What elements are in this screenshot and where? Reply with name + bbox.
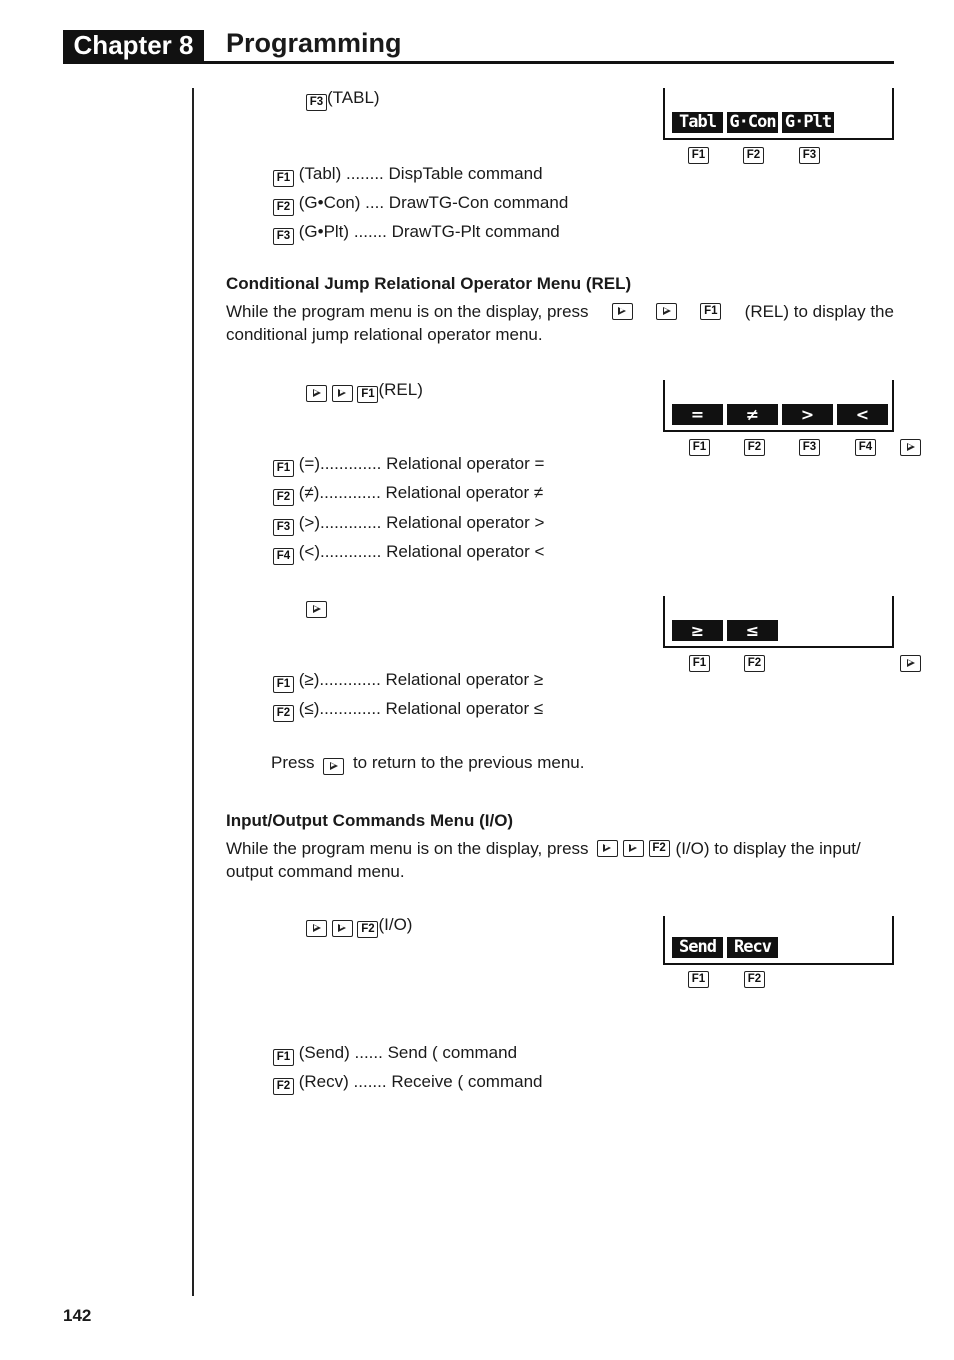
screen-menu-less: < xyxy=(837,404,888,425)
io-para-post: (I/O) to display the input/ xyxy=(675,839,861,858)
rel-paragraph-line1 xyxy=(226,300,894,323)
rel-instruction-2 xyxy=(306,596,327,618)
key-f2-icon: F2 xyxy=(357,921,378,938)
right-arrow-key-icon xyxy=(332,920,353,937)
page-title: Programming xyxy=(226,28,402,58)
item-label: (Tabl) xyxy=(298,164,342,183)
item-desc: Receive ( command xyxy=(391,1072,543,1091)
rel-heading: Conditional Jump Relational Operator Menu (REL) xyxy=(226,274,632,293)
list-item xyxy=(273,222,560,245)
item-label: (>) xyxy=(298,513,320,532)
io-heading: Input/Output Commands Menu (I/O) xyxy=(226,811,514,830)
rel-para-post: (REL) to display the xyxy=(744,302,894,321)
screen-key-f1-icon: F1 xyxy=(688,147,709,164)
item-dots: ........ xyxy=(345,164,384,183)
rel-instruction xyxy=(306,380,423,403)
list-item xyxy=(273,164,543,187)
right-arrow-key-icon xyxy=(306,601,327,618)
right-arrow-key-icon xyxy=(656,303,677,320)
screen-menu-gcon: G·Con xyxy=(727,112,778,133)
rel-menu-screen-2 xyxy=(663,596,894,648)
screen-key-f1-icon: F1 xyxy=(689,439,710,456)
list-item xyxy=(273,542,544,565)
item-dots: ...... xyxy=(354,1043,383,1062)
item-desc: Relational operator ≥ xyxy=(385,670,544,689)
return-note xyxy=(271,753,584,775)
margin-rule xyxy=(192,88,194,1296)
key-icon: F2 xyxy=(273,489,294,506)
key-icon: F1 xyxy=(273,170,294,187)
screen-right-arrow-key-icon xyxy=(900,439,921,456)
item-desc: Relational operator < xyxy=(386,542,545,561)
list-item xyxy=(273,699,543,722)
screen-key-f2-icon: F2 xyxy=(744,655,765,672)
screen-key-f4-icon: F4 xyxy=(855,439,876,456)
item-dots: ............. xyxy=(319,699,381,718)
screen-menu-equal: = xyxy=(672,404,723,425)
return-pre: Press xyxy=(271,753,315,772)
screen-key-f3-icon: F3 xyxy=(799,439,820,456)
item-label: (Recv) xyxy=(298,1072,349,1091)
screen-menu-greater: > xyxy=(782,404,833,425)
header-rule xyxy=(63,61,894,64)
key-icon: F4 xyxy=(273,548,294,565)
key-f1-icon: F1 xyxy=(700,303,721,320)
screen-menu-less-equal: ≤ xyxy=(727,620,778,641)
io-menu-screen xyxy=(663,916,894,965)
item-dots: ............. xyxy=(319,483,381,502)
item-label: (≤) xyxy=(298,699,320,718)
rel-instruction-text: (REL) xyxy=(378,380,423,399)
list-item xyxy=(273,483,543,506)
return-post: to return to the previous menu. xyxy=(352,753,585,772)
item-label: (G•Plt) xyxy=(298,222,350,241)
key-icon: F2 xyxy=(273,705,294,722)
item-dots: .... xyxy=(365,193,385,212)
item-dots: ............. xyxy=(319,513,382,532)
item-label: (Send) xyxy=(298,1043,350,1062)
item-desc: Send ( command xyxy=(387,1043,518,1062)
screen-menu-gplt: G·Plt xyxy=(782,112,834,133)
right-arrow-key-icon xyxy=(306,920,327,937)
key-f3-icon: F3 xyxy=(306,94,327,111)
key-icon: F2 xyxy=(273,1078,294,1095)
item-label: (≥) xyxy=(298,670,320,689)
io-paragraph-line2: output command menu. xyxy=(226,862,405,881)
item-desc: Relational operator ≤ xyxy=(385,699,544,718)
list-item xyxy=(273,513,544,536)
key-f2-icon: F2 xyxy=(649,840,670,857)
key-icon: F3 xyxy=(273,519,294,536)
tabl-instruction xyxy=(306,88,380,111)
io-instruction xyxy=(306,915,412,938)
item-dots: ............. xyxy=(319,670,381,689)
screen-menu-tabl: Tabl xyxy=(672,112,723,133)
right-arrow-key-icon xyxy=(323,758,344,775)
list-item xyxy=(273,454,544,477)
screen-key-f2-icon: F2 xyxy=(744,439,765,456)
item-desc: DispTable command xyxy=(388,164,543,183)
item-dots: ............. xyxy=(319,454,382,473)
key-icon: F1 xyxy=(273,1049,294,1066)
item-desc: DrawTG-Con command xyxy=(388,193,569,212)
list-item xyxy=(273,193,568,216)
right-arrow-key-icon xyxy=(612,303,633,320)
tabl-instruction-text: (TABL) xyxy=(327,88,380,107)
screen-key-f3-icon: F3 xyxy=(799,147,820,164)
screen-key-f2-icon: F2 xyxy=(744,971,765,988)
rel-para-pre: While the program menu is on the display, press xyxy=(226,302,589,321)
screen-menu-recv: Recv xyxy=(727,937,778,958)
item-dots: ....... xyxy=(353,1072,387,1091)
screen-key-f2-icon: F2 xyxy=(743,147,764,164)
screen-menu-greater-equal: ≥ xyxy=(672,620,723,641)
list-item xyxy=(273,1043,517,1066)
list-item xyxy=(273,1072,543,1095)
io-paragraph-line1 xyxy=(226,837,894,860)
right-arrow-key-icon xyxy=(306,385,327,402)
chapter-label: Chapter 8 xyxy=(63,30,204,61)
tabl-menu-screen xyxy=(663,88,894,140)
key-icon: F3 xyxy=(273,228,294,245)
list-item xyxy=(273,670,543,693)
io-para-pre: While the program menu is on the display, press xyxy=(226,839,589,858)
io-instruction-text: (I/O) xyxy=(378,915,413,934)
item-dots: ....... xyxy=(353,222,387,241)
item-desc: Relational operator ≠ xyxy=(385,483,544,502)
item-label: (=) xyxy=(298,454,320,473)
key-icon: F1 xyxy=(273,460,294,477)
screen-menu-send: Send xyxy=(672,937,723,958)
screen-right-arrow-key-icon xyxy=(900,655,921,672)
rel-paragraph-line2: conditional jump relational operator menu. xyxy=(226,325,543,344)
screen-key-f1-icon: F1 xyxy=(688,971,709,988)
right-arrow-key-icon xyxy=(623,840,644,857)
right-arrow-key-icon xyxy=(597,840,618,857)
item-desc: Relational operator > xyxy=(386,513,545,532)
item-desc: DrawTG-Plt command xyxy=(391,222,560,241)
key-icon: F1 xyxy=(273,676,294,693)
key-icon: F2 xyxy=(273,199,294,216)
item-dots: ............. xyxy=(319,542,382,561)
screen-key-f1-icon: F1 xyxy=(689,655,710,672)
item-label: (G•Con) xyxy=(298,193,361,212)
item-label: (≠) xyxy=(298,483,320,502)
item-desc: Relational operator = xyxy=(386,454,545,473)
page-number: 142 xyxy=(63,1306,92,1325)
item-label: (<) xyxy=(298,542,320,561)
key-f1-icon: F1 xyxy=(357,386,378,403)
right-arrow-key-icon xyxy=(332,385,353,402)
screen-menu-not-equal: ≠ xyxy=(727,404,778,425)
rel-menu-screen xyxy=(663,380,894,432)
